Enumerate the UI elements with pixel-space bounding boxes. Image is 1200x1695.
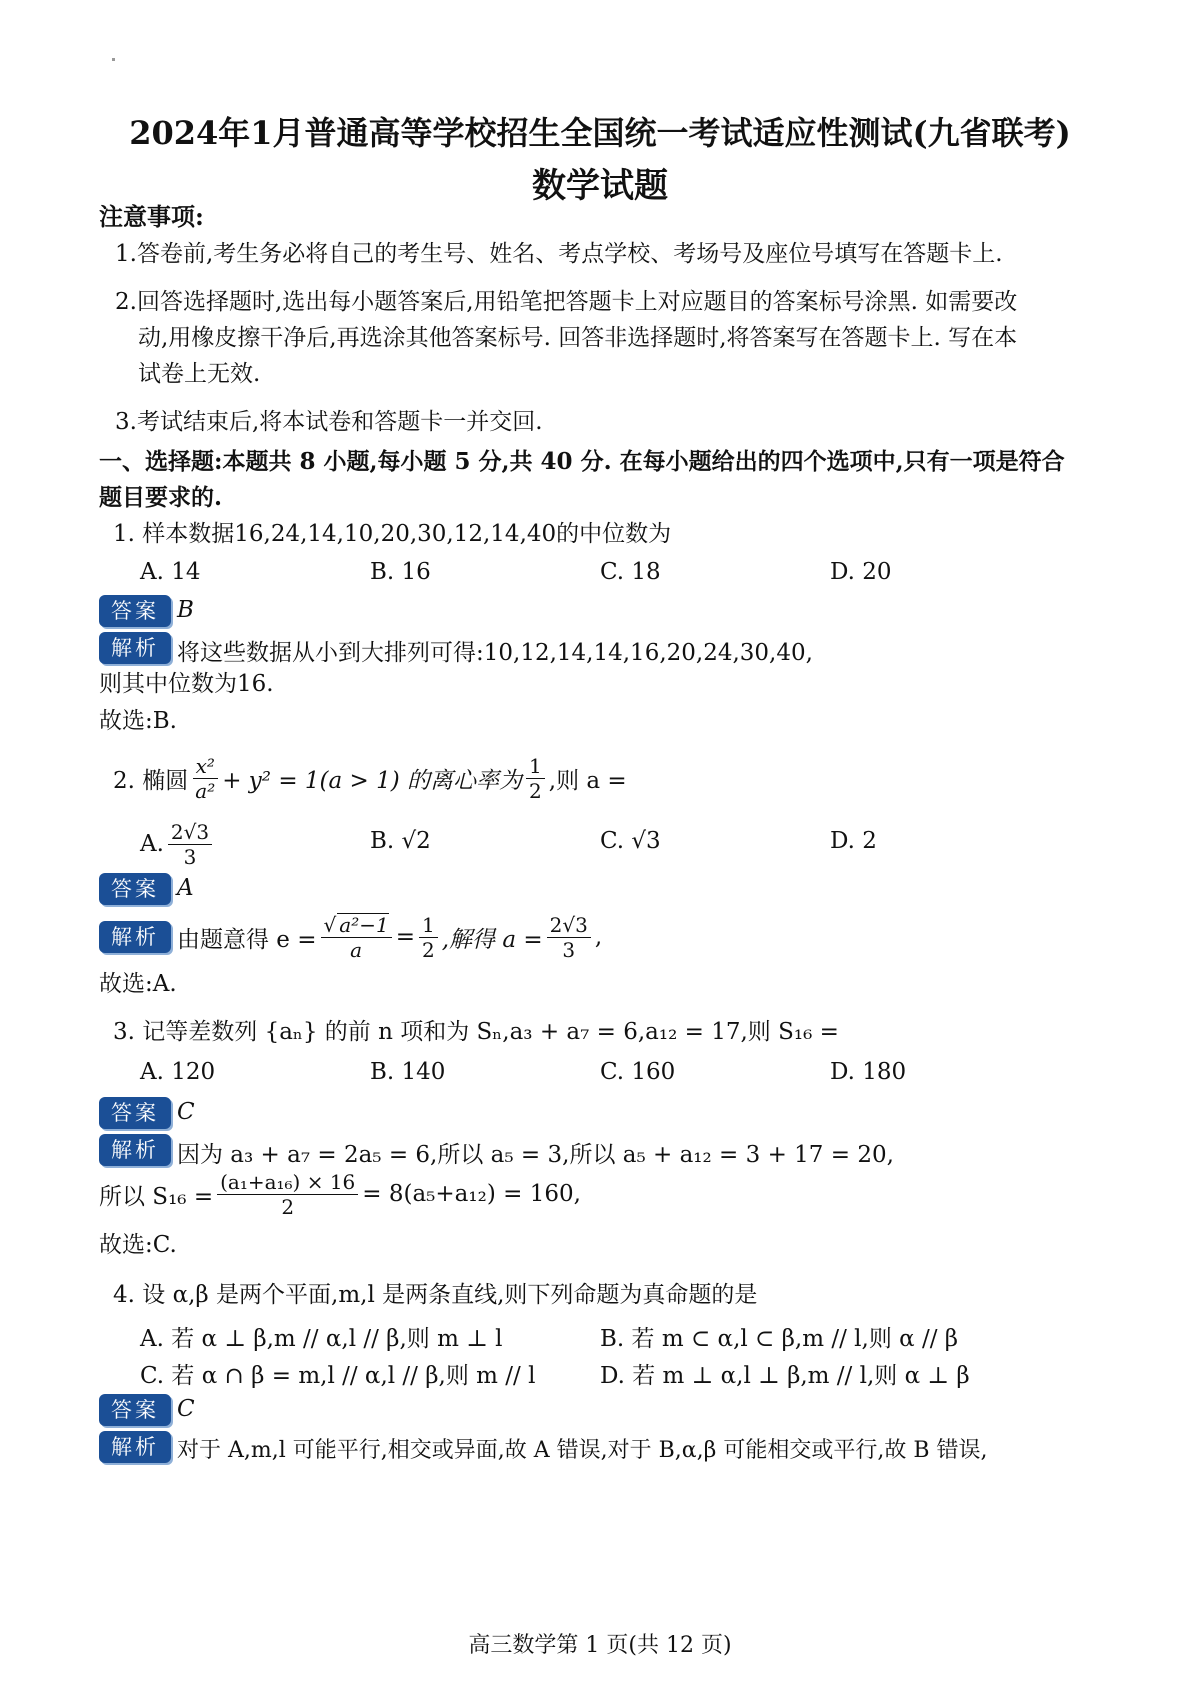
q2-eccentricity xyxy=(526,754,545,803)
question-4-stem: 4. 设 α,β 是两个平面,m,l 是两条直线,则下列命题为真命题的是 xyxy=(113,1282,758,1308)
q2-half-num: 1 xyxy=(526,754,545,779)
q3-analysis-1: 因为 a₃ + a₇ = 2a₅ = 6,所以 a₅ = 3,所以 a₅ + a₁₂ = 3 + 17 = 20, xyxy=(177,1142,894,1168)
q1-option-d: D. 20 xyxy=(830,559,892,585)
q2-an-num: √ a²−1 xyxy=(321,913,392,938)
q2-an-res-num: 2√3 xyxy=(547,913,591,938)
q4-option-c: C. 若 α ∩ β = m,l // α,l // β,则 m // l xyxy=(140,1363,536,1389)
q3-option-c: C. 160 xyxy=(600,1059,676,1085)
q3-answer: C xyxy=(177,1099,195,1125)
answer-badge: 答案 xyxy=(99,1394,171,1426)
notice-item-1: 1.答卷前,考生务必将自己的考生号、姓名、考点学校、考场号及座位号填写在答题卡上. xyxy=(115,241,1003,267)
q2-stem-prefix: 2. 椭圆 xyxy=(113,767,189,794)
scan-dot xyxy=(112,58,115,61)
q4-option-a: A. 若 α ⊥ β,m // α,l // β,则 m ⊥ l xyxy=(140,1326,503,1352)
q2-an-half xyxy=(419,913,438,962)
q2-an-res-den: 3 xyxy=(562,937,576,962)
q2-conclusion: 故选:A. xyxy=(99,971,177,997)
q1-answer: B xyxy=(177,597,194,623)
q2-option-c: C. √3 xyxy=(600,828,661,854)
q4-option-b: B. 若 m ⊂ α,l ⊂ β,m // l,则 α // β xyxy=(600,1326,959,1352)
q2-answer: A xyxy=(177,875,194,901)
q3-option-d: D. 180 xyxy=(830,1059,907,1085)
q2-an-eq: = xyxy=(395,924,415,950)
q2-an-sqrt: a²−1 xyxy=(339,912,389,937)
q3-conclusion: 故选:C. xyxy=(99,1232,177,1258)
q3-an2-num: (a₁+a₁₆) × 16 xyxy=(217,1170,358,1195)
q1-option-c: C. 18 xyxy=(600,559,661,585)
q2-an-frac xyxy=(321,913,392,962)
analysis-badge: 解析 xyxy=(99,632,171,664)
exam-subtitle: 数学试题 xyxy=(532,166,668,206)
q2-opt-a-num: 2√3 xyxy=(168,820,212,845)
q2-an-end: , xyxy=(594,924,603,950)
q2-opt-a-den: 3 xyxy=(183,844,197,869)
q2-opt-a-label: A. xyxy=(140,831,164,857)
q2-an-half-num: 1 xyxy=(419,913,438,938)
q2-option-a xyxy=(140,816,216,872)
question-1-stem: 1. 样本数据16,24,14,10,20,30,12,14,40的中位数为 xyxy=(113,521,672,547)
q2-fraction xyxy=(192,754,218,803)
notice-item-3: 3.考试结束后,将本试卷和答题卡一并交回. xyxy=(115,409,543,435)
question-3-stem: 3. 记等差数列 {aₙ} 的前 n 项和为 Sₙ,a₃ + a₇ = 6,a₁₂ = 17,则 S₁₆ = xyxy=(113,1019,839,1045)
section-heading: 一、选择题:本题共 8 小题,每小题 5 分,共 40 分. 在每小题给出的四个选项中,只有一项是符合 xyxy=(99,448,1065,475)
exam-title: 2024年1月普通高等学校招生全国统一考试适应性测试(九省联考) xyxy=(129,114,1071,152)
q1-option-b: B. 16 xyxy=(370,559,431,585)
answer-badge: 答案 xyxy=(99,873,171,905)
notice-item-2-cont: 动,用橡皮擦干净后,再选涂其他答案标号. 回答非选择题时,将答案写在答题卡上. 写在本 xyxy=(138,325,1018,351)
notice-item-2: 2.回答选择题时,选出每小题答案后,用铅笔把答题卡上对应题目的答案标号涂黑. 如需要改 xyxy=(115,289,1018,315)
notice-heading: 注意事项: xyxy=(99,202,204,231)
q3-option-b: B. 140 xyxy=(370,1059,446,1085)
q1-analysis-2: 则其中位数为16. xyxy=(99,671,274,697)
q2-analysis xyxy=(177,906,602,968)
q2-an-result xyxy=(547,913,591,962)
answer-badge: 答案 xyxy=(99,595,171,627)
q1-option-a: A. 14 xyxy=(140,559,201,585)
q2-stem-mid: + y² = 1(a > 1) 的离心率为 xyxy=(222,767,523,794)
q2-frac-den: a² xyxy=(195,778,216,803)
q2-an-den: a xyxy=(350,937,363,962)
q1-analysis-1: 将这些数据从小到大排列可得:10,12,14,14,16,20,24,30,40, xyxy=(177,640,813,666)
q3-an2-den: 2 xyxy=(281,1194,295,1219)
analysis-badge: 解析 xyxy=(99,1431,171,1463)
notice-item-2-end: 试卷上无效. xyxy=(138,361,261,387)
q1-conclusion: 故选:B. xyxy=(99,708,177,734)
q2-an-mid: ,解得 a = xyxy=(441,926,543,953)
q2-opt-a-frac xyxy=(168,820,212,869)
q4-answer: C xyxy=(177,1396,195,1422)
q4-analysis: 对于 A,m,l 可能平行,相交或异面,故 A 错误,对于 B,α,β 可能相交或平行,故 B 错误, xyxy=(177,1438,988,1463)
q2-option-b: B. √2 xyxy=(370,828,431,854)
q2-option-d: D. 2 xyxy=(830,828,877,854)
q2-an-prefix: 由题意得 e = xyxy=(177,926,317,953)
q3-an2-end: = 8(a₅+a₁₂) = 160, xyxy=(362,1181,581,1207)
page-footer: 高三数学第 1 页(共 12 页) xyxy=(468,1633,732,1658)
q2-an-half-den: 2 xyxy=(421,937,435,962)
analysis-badge: 解析 xyxy=(99,921,171,953)
q3-an2-frac xyxy=(217,1170,358,1219)
analysis-badge: 解析 xyxy=(99,1134,171,1166)
section-heading-cont: 题目要求的. xyxy=(99,484,223,511)
q2-frac-num: x² xyxy=(193,754,218,779)
answer-badge: 答案 xyxy=(99,1097,171,1129)
q3-analysis-2 xyxy=(99,1165,581,1223)
q2-half-den: 2 xyxy=(529,778,542,803)
q3-an2-prefix: 所以 S₁₆ = xyxy=(99,1183,214,1210)
q4-option-d: D. 若 m ⊥ α,l ⊥ β,m // l,则 α ⊥ β xyxy=(600,1363,970,1389)
q3-option-a: A. 120 xyxy=(140,1059,216,1085)
q2-stem-end: ,则 a = xyxy=(548,767,627,794)
question-2-stem xyxy=(113,748,627,808)
